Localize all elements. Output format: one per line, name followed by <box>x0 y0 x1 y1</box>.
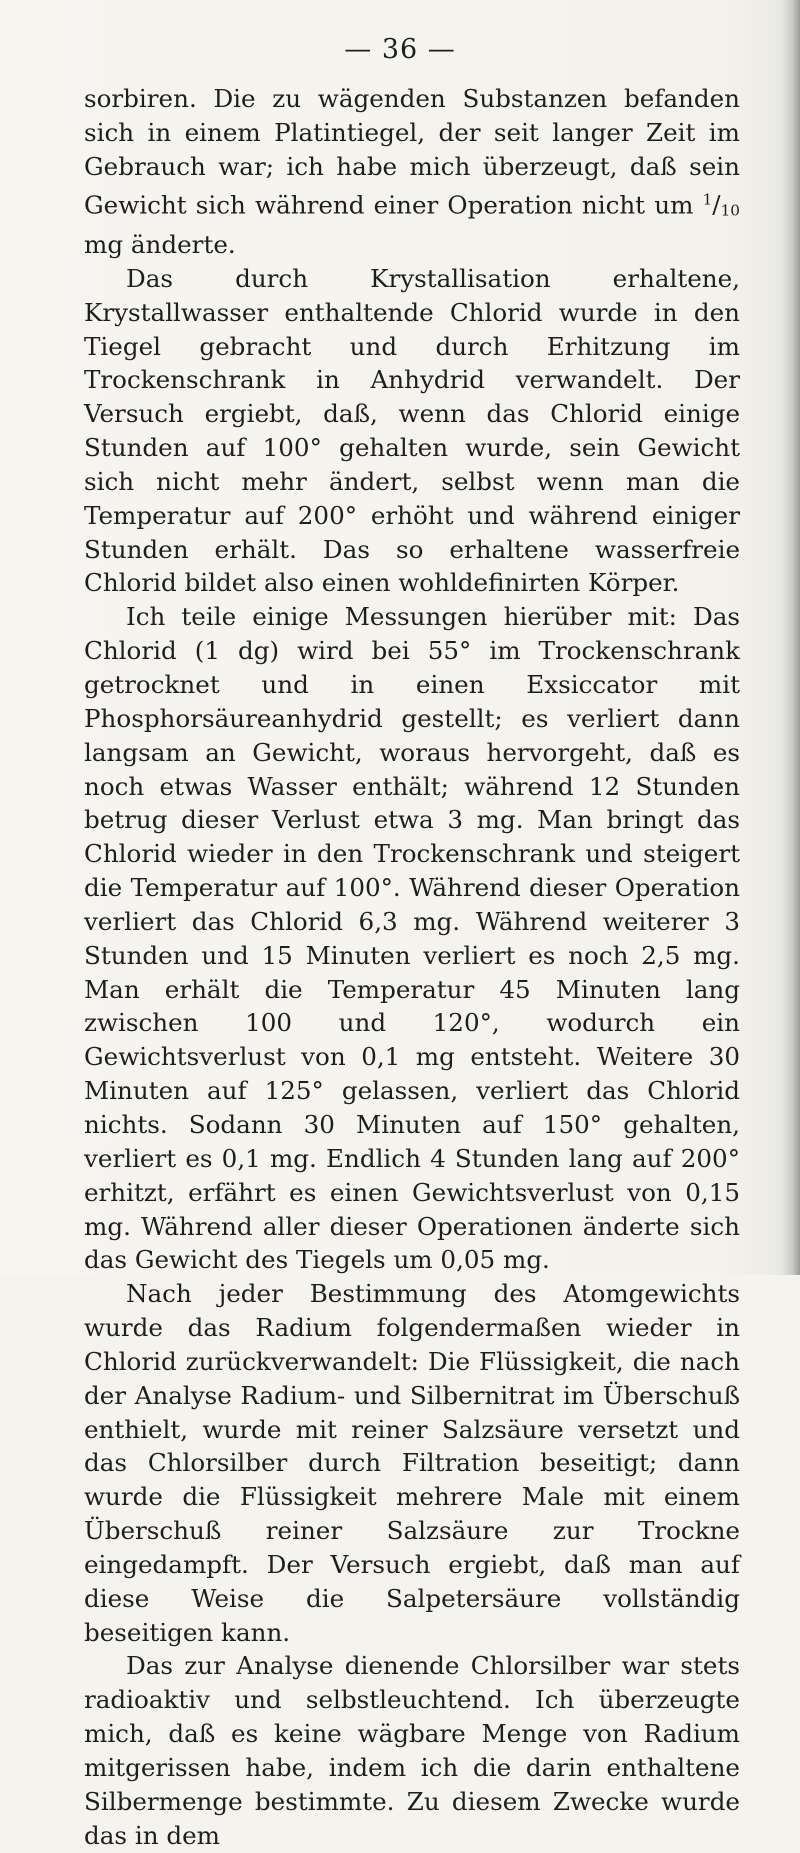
page-edge-shadow <box>782 0 800 1275</box>
fraction-one-tenth: $^1/_{10}$ <box>702 189 740 220</box>
body-text <box>84 82 740 1853</box>
paragraph-5: Das zur Analyse dienende Chlorsilber war stets radioaktiv und selbstleuchtend. Ich überzeugte mich, daß es keine wägbare Menge von Radium mitgerissen habe, indem ich die darin enthaltene Silbermenge bestimmte. Zu diesem Zwecke wurde das in dem <box>84 1651 740 1850</box>
paragraph-1 <box>84 82 740 262</box>
fraction-numerator: 1 <box>702 190 713 209</box>
paragraph-4: Nach jeder Bestimmung des Atomgewichts wurde das Radium folgendermaßen wieder in Chlorid zurückverwandelt: Die Flüssigkeit, die nach der Analyse Radium- und Silbernitrat im Überschuß enthielt, wurde mit reiner Salzsäure versetzt und das Chlorsilber durch Filtration beseitigt; dann wurde die Flüssigkeit mehrere Male mit einem Überschuß reiner Salzsäure zur Trockne eingedampft. Der Versuch ergiebt, daß man auf diese Weise die Salpetersäure vollständig beseitigen kann. <box>84 1279 740 1647</box>
fraction-denominator: 10 <box>720 201 740 220</box>
page-number: — 36 — <box>344 34 456 65</box>
paragraph-1-tail: mg änderte. <box>84 230 236 260</box>
paragraph-3: Ich teile einige Messungen hierüber mit: Das Chlorid (1 dg) wird bei 55° im Trockenschrank getrocknet und in einen Exsiccator mit Phosphorsäureanhydrid gestellt; es verliert dann langsam an Gewicht, woraus hervorgeht, daß es noch etwas Wasser enthält; während 12 Stunden betrug dieser Verlust etwa 3 mg. Man bringt das Chlorid wieder in den Trockenschrank und steigert die Temperatur auf 100°. Während dieser Operation verliert das Chlorid 6,3 mg. Während weiterer 3 Stunden und 15 Minuten verliert es noch 2,5 mg. Man erhält die Temperatur 45 Minuten lang zwischen 100 und 120°, wodurch ein Gewichtsverlust von 0,1 mg entsteht. Weitere 30 Minuten auf 125° gelassen, verliert das Chlorid nichts. Sodann 30 Minuten auf 150° gehalten, verliert es 0,1 mg. Endlich 4 Stunden lang auf 200° erhitzt, erfährt es einen Gewichtsverlust von 0,15 mg. Während aller dieser Operationen änderte sich das Gewicht des Tiegels um 0,05 mg. <box>84 602 740 1275</box>
paragraph-1-text: sorbiren. Die zu wägenden Substanzen befanden sich in einem Platintiegel, der seit langer Zeit im Gebrauch war; ich habe mich überzeugt, daß sein Gewicht sich während einer Operation nicht um <box>84 84 740 219</box>
paragraph-2: Das durch Krystallisation erhaltene, Krystallwasser enthaltende Chlorid wurde in den Tiegel gebracht und durch Erhitzung im Trockenschrank in Anhydrid verwandelt. Der Versuch ergiebt, daß, wenn das Chlorid einige Stunden auf 100° gehalten wurde, sein Gewicht sich nicht mehr ändert, selbst wenn man die Temperatur auf 200° erhöht und während einiger Stunden erhält. Das so erhaltene wasserfreie Chlorid bildet also einen wohldefinirten Körper. <box>84 263 740 598</box>
